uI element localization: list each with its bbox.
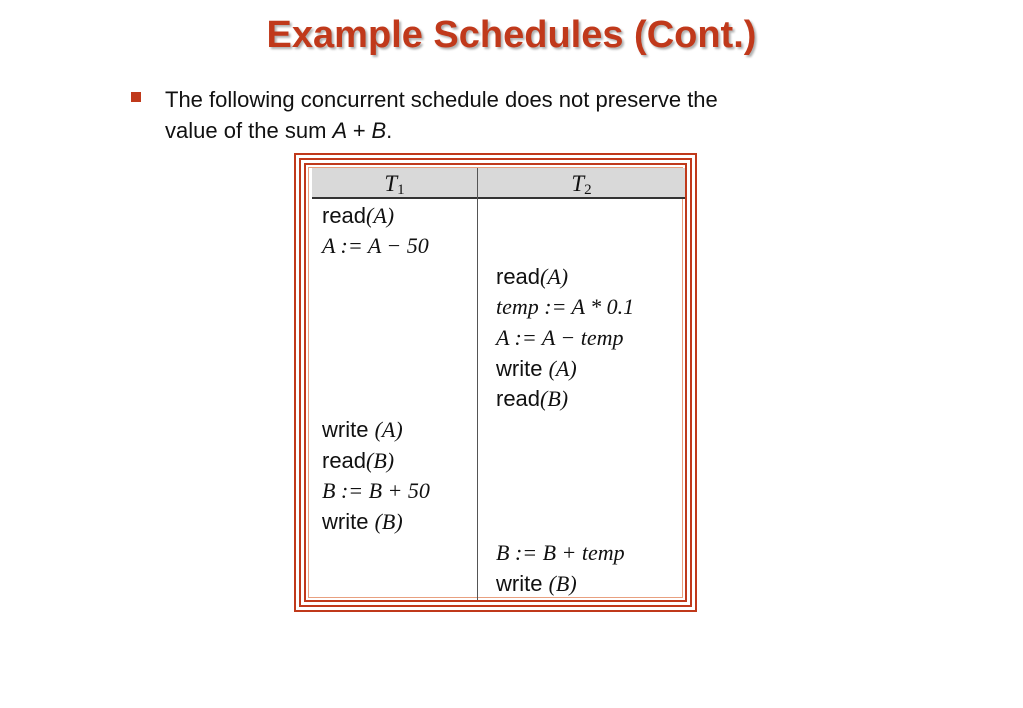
column-divider (477, 168, 478, 600)
bullet-math: A + B (332, 118, 387, 143)
t2-op-write-a: write (A) (496, 356, 577, 381)
t2-op-read-a: read(A) (496, 264, 569, 289)
t1-op-read-a: read(A) (322, 203, 395, 228)
header-t2-sub: 2 (584, 182, 592, 198)
bullet-square-icon (131, 92, 141, 102)
header-t2 (478, 168, 685, 199)
t2-op-temp: temp := A * 0.1 (496, 294, 635, 319)
header-t1-base: T (384, 171, 398, 196)
header-t1 (312, 168, 477, 199)
bullet-text (165, 84, 865, 146)
t2-op-read-b: read(B) (496, 386, 569, 411)
header-t2-base: T (571, 171, 585, 196)
t2-op-write-b: write (B) (496, 571, 577, 596)
bullet-line-1: The following concurrent schedule does not preserve the (165, 87, 718, 112)
slide-title: Example Schedules (Cont.) (266, 14, 757, 56)
t1-op-b-plus-50: B := B + 50 (322, 478, 430, 503)
bullet-line-2: value of the sum (165, 118, 333, 143)
header-t1-sub: 1 (397, 182, 405, 198)
t1-op-write-a: write (A) (322, 417, 403, 442)
t1-op-read-b: read(B) (322, 448, 395, 473)
schedule-header-row (312, 168, 685, 199)
t2-op-b-plus-temp: B := B + temp (496, 540, 625, 565)
bullet-suffix: . (386, 118, 393, 143)
t2-op-a-minus-temp: A := A − temp (496, 325, 624, 350)
t1-op-write-b: write (B) (322, 509, 403, 534)
t1-op-a-minus-50: A := A − 50 (322, 233, 429, 258)
schedule-table (312, 168, 685, 600)
